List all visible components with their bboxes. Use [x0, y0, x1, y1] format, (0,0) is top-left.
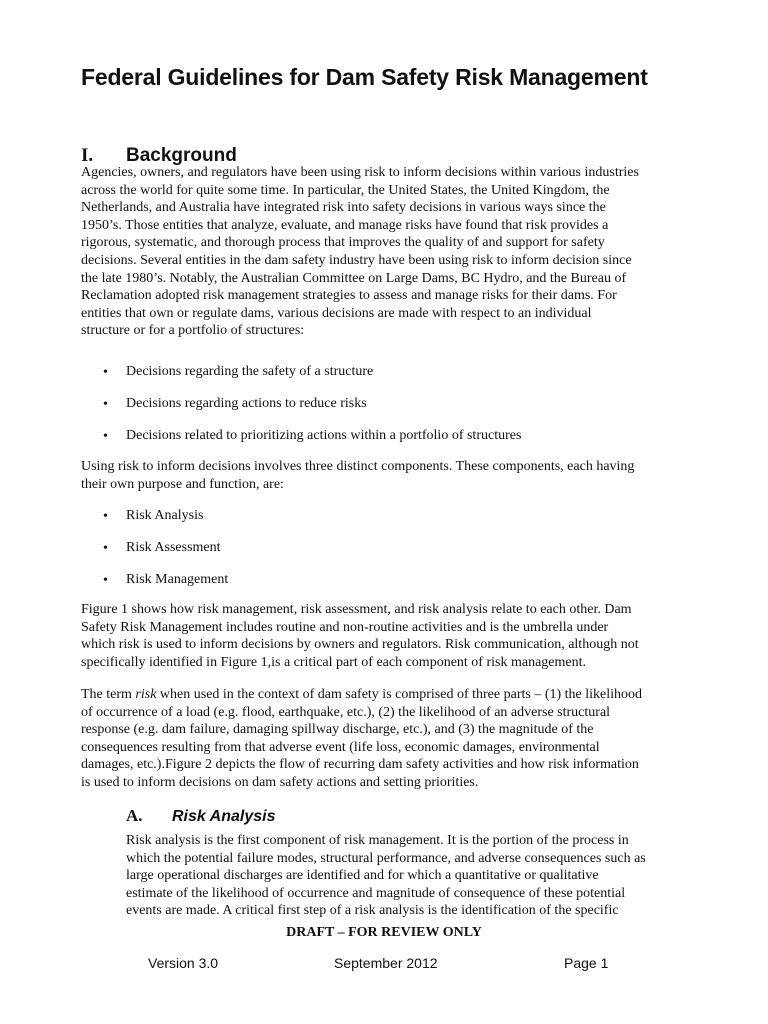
bullet-marker: •	[103, 397, 108, 412]
list-item-text: Decisions related to prioritizing actions within a portfolio of structures	[126, 428, 522, 443]
text-line: large operational discharges are identified and for which a quantitative or qualitative	[126, 868, 599, 884]
text-line: Figure 1 shows how risk management, risk assessment, and risk analysis relate to each other. Dam	[81, 602, 632, 617]
text-line: the late 1980’s. Notably, the Australian Committee on Large Dams, BC Hydro, and the Bureau of	[81, 270, 627, 286]
document-title: Federal Guidelines for Dam Safety Risk Management	[81, 64, 648, 90]
list-item-text: Risk Analysis	[126, 508, 204, 523]
bullet-marker: •	[103, 365, 108, 380]
list-item-text: Decisions regarding actions to reduce risks	[126, 396, 367, 411]
text-run: The term	[81, 687, 136, 702]
text-line: which the potential failure modes, structural performance, and adverse consequences such as	[126, 850, 646, 866]
text-line: 1950’s. Those entities that analyze, evaluate, and manage risks have found that risk provides a	[81, 217, 609, 233]
list-item-text: Risk Management	[126, 572, 229, 587]
bullet-marker: •	[103, 541, 108, 556]
text-line: consequences resulting from that adverse event (life loss, economic damages, environmental	[81, 739, 600, 755]
section-number: I.	[81, 145, 94, 166]
text-line: damages, etc.).Figure 2 depicts the flow of recurring dam safety activities and how risk information	[81, 757, 639, 773]
text-line: response (e.g. dam failure, damaging spillway discharge, etc.), and (3) the magnitude of the	[81, 722, 594, 738]
term-risk: risk	[135, 687, 157, 702]
text-line: events are made. A critical first step of a risk analysis is the identification of the specific	[126, 903, 619, 919]
text-line: entities that own or regulate dams, various decisions are made with respect to an individual	[81, 305, 592, 321]
text-line: Agencies, owners, and regulators have been using risk to inform decisions within various industries	[81, 165, 639, 180]
text-line: their own purpose and function, are:	[81, 476, 284, 492]
subsection-title: Risk Analysis	[172, 808, 276, 825]
text-line: Reclamation adopted risk management strategies to assess and manage risks for their dams. For	[81, 288, 617, 304]
text-line: decisions. Several entities in the dam safety industry have been using risk to inform decision since	[81, 252, 632, 268]
list-item-text: Risk Assessment	[126, 540, 221, 555]
bullet-marker: •	[103, 509, 108, 524]
paragraph-figure-1	[81, 601, 687, 671]
text-line: Risk analysis is the first component of risk management. It is the portion of the process in	[126, 833, 629, 848]
text-line: structure or for a portfolio of structures:	[81, 323, 305, 339]
text-line: estimate of the likelihood of occurrence and magnitude of consequence of these potential	[126, 885, 626, 901]
text-line: of occurrence of a load (e.g. flood, earthquake, etc.), (2) the likelihood of an adverse structural	[81, 704, 611, 720]
text-run: when used in the context of dam safety is comprised of three parts – (1) the likelihood	[156, 687, 643, 702]
text-line: specifically identified in Figure 1,is a critical part of each component of risk management.	[81, 654, 586, 670]
draft-notice: DRAFT – FOR REVIEW ONLY	[286, 925, 482, 940]
text-line: Using risk to inform decisions involves three distinct components. These components, each having	[81, 459, 635, 474]
footer-date: September 2012	[334, 955, 438, 971]
footer-version: Version 3.0	[148, 955, 219, 971]
footer-page-number: Page 1	[564, 955, 609, 971]
paragraph-components	[81, 458, 687, 493]
subsection-heading	[126, 805, 275, 827]
paragraph-intro	[81, 164, 687, 340]
paragraph-risk-definition	[81, 686, 687, 792]
paragraph-risk-analysis	[126, 832, 686, 920]
text-line: which risk is used to inform decisions by owners and regulators. Risk communication, although not	[81, 637, 639, 653]
bullet-marker: •	[103, 429, 108, 444]
text-line: Safety Risk Management includes routine and non-routine activities and is the umbrella under	[81, 619, 609, 635]
text-line: is used to inform decisions on dam safety actions and setting priorities.	[81, 774, 479, 790]
text-line	[81, 686, 687, 704]
list-item-text: Decisions regarding the safety of a structure	[126, 364, 374, 379]
section-title: Background	[126, 145, 237, 166]
text-line: Netherlands, and Australia have integrated risk into safety decisions in various ways since the	[81, 200, 606, 216]
bullet-marker: •	[103, 573, 108, 588]
text-line: across the world for quite some time. In particular, the United States, the United Kingdom, the	[81, 182, 610, 198]
text-line: rigorous, systematic, and thorough process that improves the quality of and support for safety	[81, 235, 605, 251]
subsection-letter: A.	[126, 806, 143, 825]
